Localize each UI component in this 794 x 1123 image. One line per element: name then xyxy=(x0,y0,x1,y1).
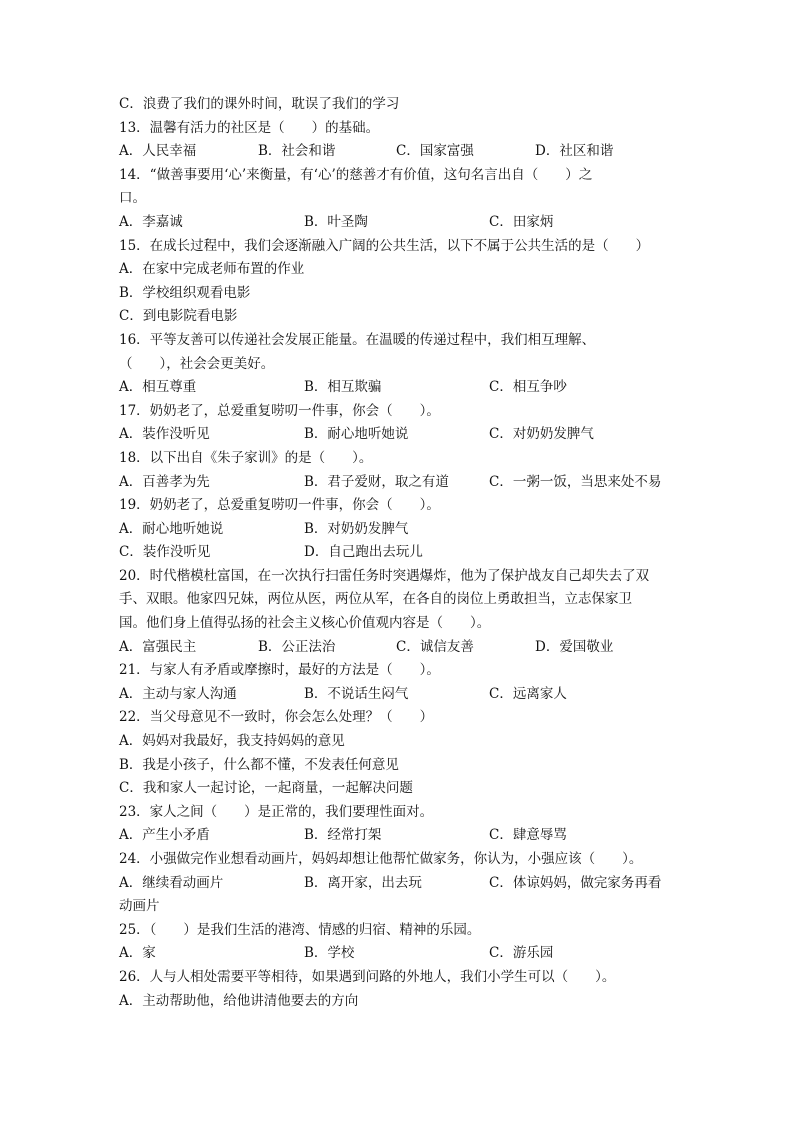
options-24 xyxy=(119,872,679,896)
question-13: 13．温馨有活力的社区是（ ）的基础。 xyxy=(119,119,380,136)
option-b: B．离开家，出去玩 xyxy=(304,874,422,891)
option-a: A．富强民主 xyxy=(119,638,197,655)
option-a: A．百善孝为先 xyxy=(119,473,210,490)
option-b: B．相互欺骗 xyxy=(304,379,382,396)
options-20 xyxy=(119,636,679,660)
option-d: D．社区和谐 xyxy=(535,143,614,160)
option-d: D．爱国敬业 xyxy=(535,638,614,655)
option-c-cont: 动画片 xyxy=(119,898,160,915)
option-a: A．主动帮助他，给他讲清他要去的方向 xyxy=(119,992,359,1009)
question-14: 14．“做善事要用‘心’来衡量，有‘心’的慈善才有价值，这句名言出自（ ）之 xyxy=(119,166,593,183)
question-17: 17．奶奶老了，总爱重复唠叨一件事，你会（ ）。 xyxy=(119,402,440,419)
options-14 xyxy=(119,211,679,235)
options-19-row1 xyxy=(119,518,679,542)
question-24: 24．小强做完作业想看动画片，妈妈却想让他帮忙做家务，你认为，小强应该（ ）。 xyxy=(119,851,643,867)
option-c: C．游乐园 xyxy=(489,945,554,962)
options-21 xyxy=(119,683,679,707)
options-25 xyxy=(119,942,679,966)
question-15: 15．在成长过程中，我们会逐渐融入广阔的公共生活，以下不属于公共生活的是（ ） xyxy=(119,237,650,254)
option-b: B．君子爱财，取之有道 xyxy=(304,473,449,490)
options-16 xyxy=(119,376,679,400)
option-a: A．在家中完成老师布置的作业 xyxy=(119,261,305,278)
options-23 xyxy=(119,824,679,848)
question-25: 25．（ ）是我们生活的港湾、情感的归宿、精神的乐园。 xyxy=(119,921,481,938)
options-17 xyxy=(119,423,679,447)
question-14-cont: 口。 xyxy=(119,190,146,207)
option-c: C．对奶奶发脾气 xyxy=(489,426,594,443)
option-c: C．田家炳 xyxy=(489,213,554,230)
option-a: A．耐心地听她说 xyxy=(119,520,224,537)
option-b: B．学校组织观看电影 xyxy=(119,284,251,301)
option-a: A．妈妈对我最好，我支持妈妈的意见 xyxy=(119,733,345,750)
question-20-cont: 国。他们身上值得弘扬的社会主义核心价值观内容是（ ）。 xyxy=(119,615,491,632)
option-b: B．学校 xyxy=(304,945,355,962)
option-a: A．主动与家人沟通 xyxy=(119,685,237,702)
option-a: A．装作没听见 xyxy=(119,426,210,443)
option-d: D．自己跑出去玩儿 xyxy=(304,544,423,561)
option-b: B．对奶奶发脾气 xyxy=(304,520,409,537)
question-20-cont: 手、双眼。他家四兄妹，两位从医，两位从军，在各自的岗位上勇敢担当，立志保家卫 xyxy=(119,591,632,608)
option-a: A．继续看动画片 xyxy=(119,874,224,891)
option-c: C．到电影院看电影 xyxy=(119,308,238,325)
question-16-cont: （ ），社会会更美好。 xyxy=(119,355,275,372)
options-18 xyxy=(119,471,679,495)
option-a: A．产生小矛盾 xyxy=(119,827,210,844)
option-b: B．不说话生闷气 xyxy=(304,685,409,702)
option-b: B．公正法治 xyxy=(258,638,336,655)
option-c: C．一粥一饭，当思来处不易 xyxy=(489,473,662,490)
question-16: 16．平等友善可以传递社会发展正能量。在温暖的传递过程中，我们相互理解、 xyxy=(119,331,596,348)
question-19: 19．奶奶老了，总爱重复唠叨一件事，你会（ ）。 xyxy=(119,497,440,514)
option-c: C．装作没听见 xyxy=(119,544,211,561)
option-b: B．经常打架 xyxy=(304,827,382,844)
option-b: B．我是小孩子，什么都不懂，不发表任何意见 xyxy=(119,756,399,773)
options-13 xyxy=(119,140,679,164)
question-list xyxy=(119,93,679,1013)
option-c: C．相互争吵 xyxy=(489,379,567,396)
option-c: C．我和家人一起讨论，一起商量，一起解决问题 xyxy=(119,780,413,797)
question-23: 23．家人之间（ ）是正常的，我们要理性面对。 xyxy=(119,803,434,820)
option-b: B．社会和谐 xyxy=(258,143,336,160)
option-b: B．耐心地听她说 xyxy=(304,426,409,443)
question-18: 18．以下出自《朱子家训》的是（ ）。 xyxy=(119,449,373,466)
question-26: 26．人与人相处需要平等相待，如果遇到问路的外地人，我们小学生可以（ ）。 xyxy=(119,968,616,985)
option-c: C．诚信友善 xyxy=(396,638,474,655)
question-22: 22．当父母意见不一致时，你会怎么处理？（ ） xyxy=(119,709,434,726)
option-a: A．家 xyxy=(119,945,156,962)
option-c: C．远离家人 xyxy=(489,685,567,702)
question-20: 20．时代楷模杜富国，在一次执行扫雷任务时突遇爆炸，他为了保护战友自己却失去了双 xyxy=(119,567,650,584)
option-c: C．国家富强 xyxy=(396,143,474,160)
options-19-row2 xyxy=(119,541,679,565)
option-a: A．人民幸福 xyxy=(119,143,197,160)
option-a: A．李嘉诚 xyxy=(119,213,183,230)
option-c: C．肆意辱骂 xyxy=(489,827,567,844)
option-b: B．叶圣陶 xyxy=(304,213,368,230)
option-a: A．相互尊重 xyxy=(119,379,197,396)
option-line: C．浪费了我们的课外时间，耽误了我们的学习 xyxy=(119,96,400,112)
option-c: C．体谅妈妈，做完家务再看 xyxy=(489,874,662,891)
question-21: 21．与家人有矛盾或摩擦时，最好的方法是（ ）。 xyxy=(119,662,440,679)
